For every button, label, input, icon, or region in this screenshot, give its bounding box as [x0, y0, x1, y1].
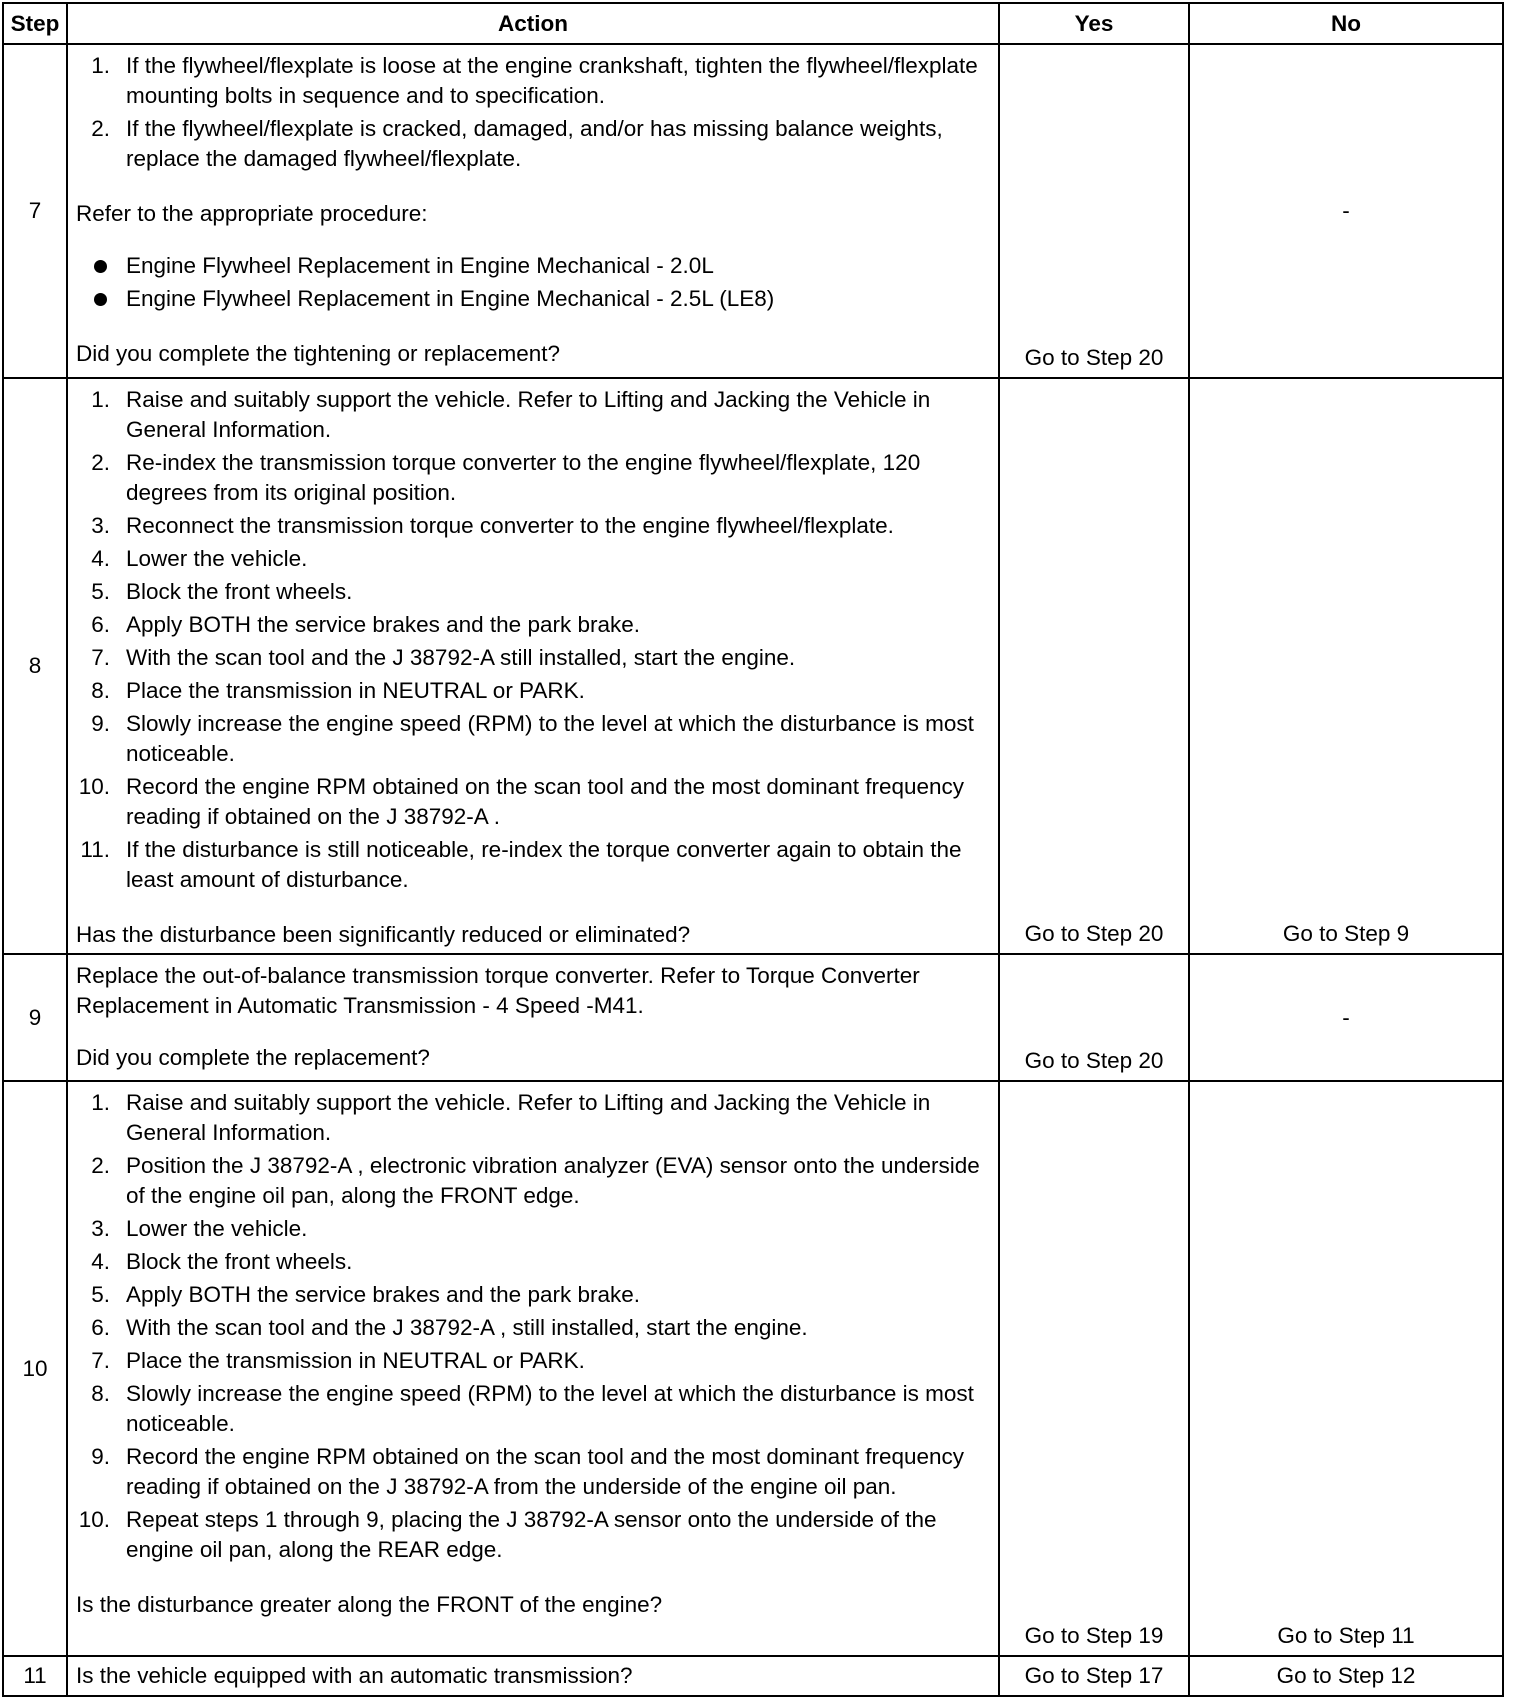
yes-link[interactable]: Go to Step 20: [1024, 1048, 1164, 1073]
procedure-link-2-0l[interactable]: Engine Flywheel Replacement in Engine Mechanical - 2.0L: [76, 251, 990, 281]
yes-cell: [999, 954, 1189, 1081]
no-value: -: [1342, 1004, 1350, 1030]
no-link[interactable]: Go to Step 11: [1277, 1623, 1415, 1648]
table-row-step-9: [3, 954, 1503, 1081]
no-cell: [1189, 954, 1503, 1081]
procedure-link-2-5l[interactable]: Engine Flywheel Replacement in Engine Mechanical - 2.5L (LE8): [76, 284, 990, 314]
no-cell: [1189, 44, 1503, 378]
refer-text: Refer to the appropriate procedure:: [76, 201, 428, 226]
list-item: 2. If the flywheel/flexplate is cracked, damaged, and/or has missing balance weights, replace the damaged flywheel/flexplate.: [91, 116, 943, 171]
action-cell: [67, 44, 999, 378]
yes-cell: [999, 378, 1189, 954]
action-cell: [67, 954, 999, 1081]
no-link[interactable]: Go to Step 12: [1276, 1663, 1416, 1688]
step-number: 7: [3, 44, 67, 378]
no-value: -: [1342, 198, 1350, 223]
question-text: Is the disturbance greater along the FRONT of the engine?: [76, 1592, 663, 1617]
yes-link[interactable]: Go to Step 20: [1024, 345, 1164, 370]
yes-link[interactable]: Go to Step 20: [1024, 921, 1164, 946]
no-cell: [1189, 378, 1503, 954]
step-number: 10: [3, 1081, 67, 1656]
action-cell: [67, 1081, 999, 1656]
action-cell: [67, 378, 999, 954]
list-item: 5. Apply BOTH the service brakes and the park brake.: [91, 1282, 640, 1307]
question-text: Did you complete the replacement?: [76, 1045, 430, 1070]
no-cell: [1189, 1081, 1503, 1656]
yes-cell: [999, 1081, 1189, 1656]
step-number: 8: [3, 378, 67, 954]
list-item: 4. Block the front wheels.: [91, 1249, 353, 1274]
header-row: [3, 3, 1503, 44]
list-item: 1. Raise and suitably support the vehicle. Refer to Lifting and Jacking the Vehicle in General Information.: [91, 387, 931, 442]
no-cell: [1189, 1656, 1503, 1696]
header-no: No: [1189, 3, 1503, 44]
table-row-step-7: [3, 44, 1503, 378]
diagnostic-table-container: [2, 2, 1504, 1697]
list-item: 1. Raise and suitably support the vehicle. Refer to Lifting and Jacking the Vehicle in General Information.: [91, 1090, 931, 1145]
table-row-step-11: [3, 1656, 1503, 1696]
list-item: 9. Record the engine RPM obtained on the scan tool and the most dominant frequency reading if obtained on the J 38792-A from the underside of the engine oil pan.: [91, 1444, 965, 1499]
yes-cell: [999, 1656, 1189, 1696]
step-number: 11: [3, 1656, 67, 1696]
list-item: 1. If the flywheel/flexplate is loose at the engine crankshaft, tighten the flywheel/flexplate mounting bolts in sequence and to specification.: [91, 53, 978, 108]
list-item: 8. Place the transmission in NEUTRAL or PARK.: [91, 678, 585, 703]
yes-link[interactable]: Go to Step 19: [1024, 1623, 1164, 1648]
action-list: [76, 1088, 990, 1565]
procedure-list: [76, 251, 990, 314]
list-item: 11. If the disturbance is still noticeable, re-index the torque converter again to obtain the least amount of disturbance.: [80, 837, 962, 892]
table-row-step-10: [3, 1081, 1503, 1656]
action-list: [76, 51, 990, 174]
list-item: 3. Reconnect the transmission torque converter to the engine flywheel/flexplate.: [91, 513, 894, 538]
list-item: 2. Re-index the transmission torque converter to the engine flywheel/flexplate, 120 degrees from its original position.: [91, 450, 921, 505]
header-step: Step: [3, 3, 67, 44]
table-row-step-8: [3, 378, 1503, 954]
list-item: 10. Repeat steps 1 through 9, placing the J 38792-A sensor onto the underside of the engine oil pan, along the REAR edge.: [78, 1507, 937, 1562]
list-item: 2. Position the J 38792-A , electronic vibration analyzer (EVA) sensor onto the underside of the engine oil pan, along the FRONT edge.: [91, 1153, 980, 1208]
list-item: 3. Lower the vehicle.: [91, 1216, 308, 1241]
bullet-icon: [94, 260, 107, 273]
yes-cell: [999, 44, 1189, 378]
action-cell: [67, 1656, 999, 1696]
yes-link[interactable]: Go to Step 17: [1024, 1663, 1164, 1688]
bullet-icon: [94, 293, 107, 306]
list-item: 7. With the scan tool and the J 38792-A still installed, start the engine.: [91, 645, 796, 670]
list-item: 9. Slowly increase the engine speed (RPM) to the level at which the disturbance is most noticeable.: [91, 711, 974, 766]
action-list: [76, 385, 990, 895]
list-item: 8. Slowly increase the engine speed (RPM) to the level at which the disturbance is most noticeable.: [91, 1381, 974, 1436]
list-item: 6. Apply BOTH the service brakes and the park brake.: [91, 612, 640, 637]
diagnostic-table: [2, 2, 1504, 1697]
question-text: Did you complete the tightening or replacement?: [76, 341, 561, 366]
step-number: 9: [3, 954, 67, 1081]
action-text: Replace the out-of-balance transmission torque converter. Refer to Torque Converter Replacement in Automatic Transmission - 4 Speed -M41.: [76, 963, 920, 1018]
header-action: Action: [67, 3, 999, 44]
list-item: 10. Record the engine RPM obtained on the scan tool and the most dominant frequency reading if obtained on the J 38792-A .: [78, 774, 965, 829]
header-yes: Yes: [999, 3, 1189, 44]
no-link[interactable]: Go to Step 9: [1282, 921, 1410, 946]
list-item: 6. With the scan tool and the J 38792-A , still installed, start the engine.: [91, 1315, 808, 1340]
question-text: Has the disturbance been significantly reduced or eliminated?: [76, 922, 691, 947]
list-item: 7. Place the transmission in NEUTRAL or PARK.: [91, 1348, 585, 1373]
list-item: 5. Block the front wheels.: [91, 579, 353, 604]
question-text: Is the vehicle equipped with an automatic transmission?: [76, 1663, 633, 1688]
list-item: 4. Lower the vehicle.: [91, 546, 308, 571]
